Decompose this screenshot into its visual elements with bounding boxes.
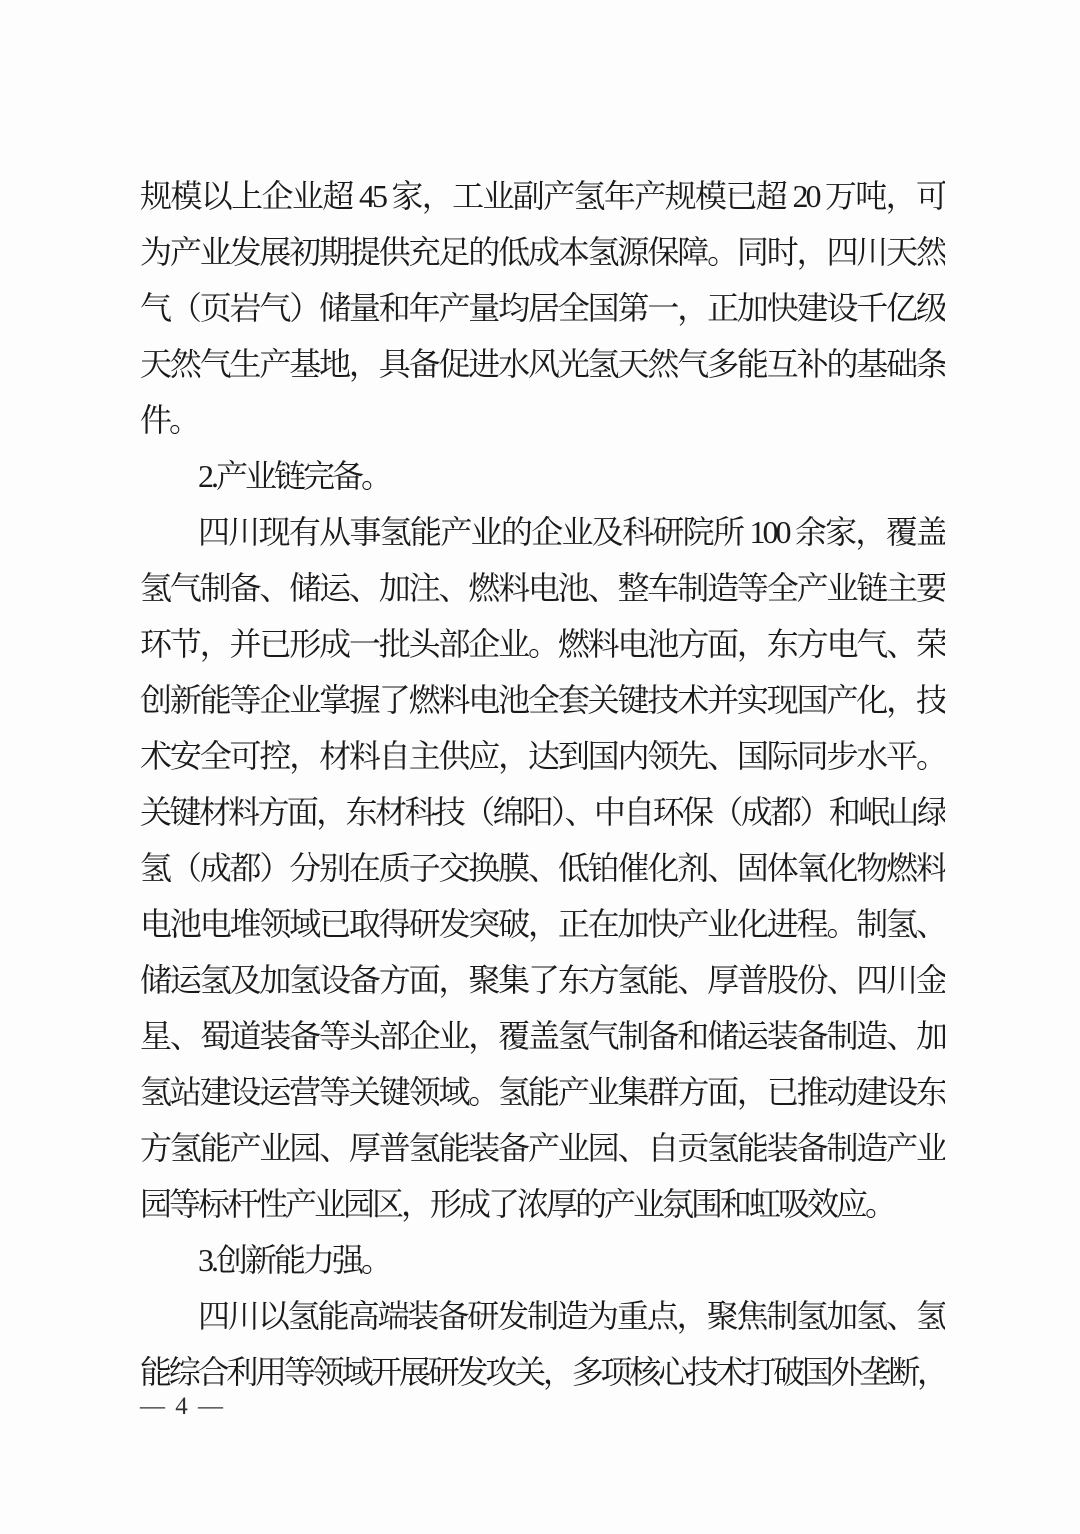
page-number: — 4 — [140,1393,225,1420]
text-line: 氢（成都）分别在质子交换膜、低铂催化剂、固体氧化物燃料 [140,850,945,886]
text-line: 方氢能产业园、厚普氢能装备产业园、自贡氢能装备制造产业 [140,1130,945,1166]
text-line: 气（页岩气）储量和年产量均居全国第一，正加快建设千亿级 [140,290,945,326]
text-line: 关键材料方面，东材科技（绵阳）、中自环保（成都）和岷山绿 [140,794,945,830]
section-heading: 3.创新能力强。 [198,1242,391,1278]
text-line: 天然气生产基地，具备促进水风光氢天然气多能互补的基础条 [140,346,945,382]
text-line: 能综合利用等领域开展研发攻关，多项核心技术打破国外垄断， [140,1354,945,1390]
text-line: 规模以上企业超 45 家，工业副产氢年产规模已超 20 万吨，可 [140,178,945,214]
section-heading: 2.产业链完备。 [198,458,391,494]
text-line: 术安全可控，材料自主供应，达到国内领先、国际同步水平。 [140,738,945,774]
text-line: 为产业发展初期提供充足的低成本氢源保障。同时，四川天然 [140,234,945,270]
text-line: 电池电堆领域已取得研发突破，正在加快产业化进程。制氢、 [140,906,945,942]
text-line: 四川以氢能高端装备研发制造为重点，聚焦制氢加氢、氢 [198,1298,945,1334]
text-line: 星、蜀道装备等头部企业，覆盖氢气制备和储运装备制造、加 [140,1018,945,1054]
text-line: 园等标杆性产业园区，形成了浓厚的产业氛围和虹吸效应。 [140,1186,895,1222]
text-line: 环节，并已形成一批头部企业。燃料电池方面，东方电气、荣 [140,626,945,662]
text-line: 件。 [140,402,199,438]
document-body [140,168,945,1400]
text-line: 创新能等企业掌握了燃料电池全套关键技术并实现国产化，技 [140,682,945,718]
text-line: 四川现有从事氢能产业的企业及科研院所 100 余家，覆盖 [198,514,945,550]
text-line: 氢气制备、储运、加注、燃料电池、整车制造等全产业链主要 [140,570,945,606]
text-line: 储运氢及加氢设备方面，聚集了东方氢能、厚普股份、四川金 [140,962,945,998]
text-line: 氢站建设运营等关键领域。氢能产业集群方面，已推动建设东 [140,1074,945,1110]
